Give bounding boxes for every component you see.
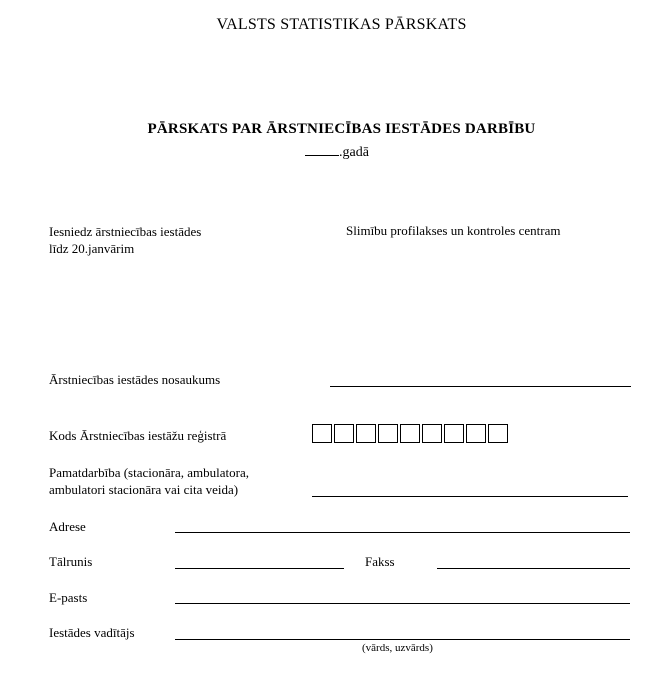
year-suffix: .gadā <box>339 145 369 160</box>
email-label: E-pasts <box>49 590 88 605</box>
address-field[interactable] <box>175 532 630 533</box>
manager-label: Iestādes vadītājs <box>49 625 135 640</box>
year-blank-field[interactable] <box>305 142 339 156</box>
registry-code-box[interactable] <box>378 424 398 443</box>
report-title: PĀRSKATS PAR ĀRSTNIECĪBAS IESTĀDES DARBĪBU <box>147 121 536 137</box>
header-title: VALSTS STATISTIKAS PĀRSKATS <box>216 16 467 33</box>
registry-code-box[interactable] <box>400 424 420 443</box>
phone-label: Tālrunis <box>49 554 93 569</box>
address-label: Adrese <box>49 519 86 534</box>
institution-name-field[interactable] <box>330 386 631 387</box>
submitted-by <box>49 223 201 257</box>
registry-code-box[interactable] <box>356 424 376 443</box>
registry-code-box[interactable] <box>312 424 332 443</box>
fax-label: Fakss <box>365 554 395 569</box>
registry-code-box[interactable] <box>334 424 354 443</box>
submitted-by-line2: līdz 20.janvārim <box>49 241 135 256</box>
fax-field[interactable] <box>437 568 630 569</box>
registry-code-box[interactable] <box>488 424 508 443</box>
registry-code-boxes <box>312 424 510 443</box>
registry-code-label: Kods Ārstniecības iestāžu reģistrā <box>49 428 227 443</box>
main-activity-label <box>49 464 249 498</box>
submitted-by-line1: Iesniedz ārstniecības iestādes <box>49 224 202 239</box>
phone-field[interactable] <box>175 568 344 569</box>
main-activity-label-line1: Pamatdarbība (stacionāra, ambulatora, <box>49 465 249 480</box>
registry-code-box[interactable] <box>422 424 442 443</box>
main-activity-label-line2: ambulatori stacionāra vai cita veida) <box>49 482 239 497</box>
registry-code-box[interactable] <box>444 424 464 443</box>
recipient: Slimību profilakses un kontroles centram <box>346 223 561 238</box>
registry-code-box[interactable] <box>466 424 486 443</box>
institution-name-label: Ārstniecības iestādes nosaukums <box>49 372 221 387</box>
manager-field[interactable] <box>175 639 630 640</box>
report-year <box>305 142 369 162</box>
manager-caption: (vārds, uzvārds) <box>362 642 433 654</box>
main-activity-field[interactable] <box>312 496 628 497</box>
email-field[interactable] <box>175 603 630 604</box>
